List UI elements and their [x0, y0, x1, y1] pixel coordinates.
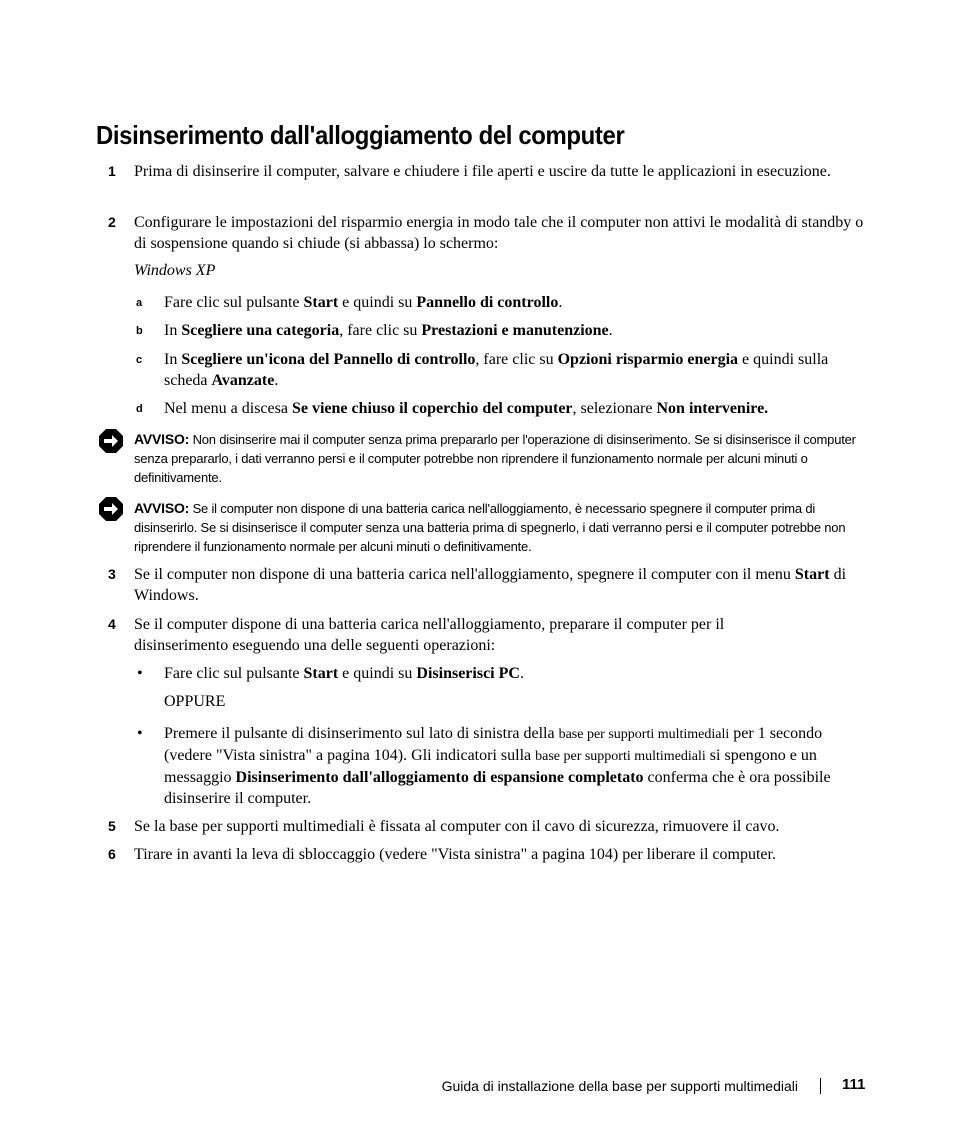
page-title: Disinserimento dall'alloggiamento del computer [96, 120, 625, 150]
or-text: OPPURE [164, 693, 226, 710]
notice-label: AVVISO: [134, 500, 190, 516]
step-number: 2 [108, 214, 116, 230]
notice-text: AVVISO: Non disinserire mai il computer senza prima prepararlo per l'operazione di disinserimento. Se si disinserisce il computer senza prepararlo, i dati verranno persi e il computer potrebbe non riprendere il funzionamento normale per alcuni minuti o definitivamente. [134, 431, 856, 485]
step-number: 3 [108, 566, 116, 582]
step-text: Se la base per supporti multimediali è fissata al computer con il cavo di sicurezza, rimuovere il cavo. [134, 818, 780, 835]
page-number: 111 [842, 1076, 866, 1093]
step-number: 4 [108, 616, 116, 632]
substep-a: Fare clic sul pulsante Start e quindi su Pannello di controllo. [164, 294, 563, 311]
substep-d: Nel menu a discesa Se viene chiuso il coperchio del computer, selezionare Non intervenire. [164, 400, 769, 417]
notice-label: AVVISO: [134, 431, 190, 447]
step-text: Se il computer dispone di una batteria carica nell'alloggiamento, preparare il computer per il disinserimento eseguendo una delle seguenti operazioni: [134, 616, 725, 654]
step-text: Tirare in avanti la leva di sbloccaggio (vedere "Vista sinistra" a pagina 104) per liberare il computer. [134, 846, 776, 863]
notice-text: AVVISO: Se il computer non dispone di una batteria carica nell'alloggiamento, è necessario spegnere il computer prima di disinserirlo. Se si disinserisce il computer senza una batteria prima di spegnerlo, i dati verranno persi e il computer potrebbe non riprendere il funzionamento normale per alcuni minuti o definitivamente. [134, 500, 846, 554]
step-number: 6 [108, 846, 116, 862]
os-label: Windows XP [134, 262, 216, 279]
notice-icon [98, 496, 124, 522]
substep-letter: b [136, 325, 143, 337]
substep-letter: c [136, 354, 143, 366]
step-number: 5 [108, 818, 116, 834]
step-text: Se il computer non dispone di una batteria carica nell'alloggiamento, spegnere il computer con il menu Start di Windows. [134, 566, 847, 604]
footer-divider [820, 1078, 821, 1094]
substep-b: In Scegliere una categoria, fare clic su Prestazioni e manutenzione. [164, 322, 613, 339]
bullet-item-1: Fare clic sul pulsante Start e quindi su Disinserisci PC. [164, 665, 524, 682]
notice-icon [98, 428, 124, 454]
step-text: Prima di disinserire il computer, salvare e chiudere i file aperti e uscire da tutte le applicazioni in esecuzione. [134, 163, 831, 180]
bullet-item-2: Premere il pulsante di disinserimento sul lato di sinistra della base per supporti multimediali per 1 secondo (vedere "Vista sinistra" a pagina 104). Gli indicatori sulla base per supporti multimediali si spengono e un messaggio Disinserimento dall'alloggiamento di espansione completato conferma che è ora possibile disinserire il computer. [164, 725, 831, 807]
step-text: Configurare le impostazioni del risparmio energia in modo tale che il computer non attivi le modalità di standby o di sospensione quando si chiude (si abbassa) lo schermo: [134, 214, 864, 252]
footer-title: Guida di installazione della base per supporti multimediali [441, 1078, 798, 1094]
substep-c: In Scegliere un'icona del Pannello di controllo, fare clic su Opzioni risparmio energia e quindi sulla scheda Avanzate. [164, 351, 829, 389]
step-number: 1 [108, 163, 116, 179]
bullet-marker: • [137, 665, 143, 682]
bullet-marker: • [137, 725, 143, 742]
substep-letter: a [136, 297, 143, 309]
substep-letter: d [136, 403, 143, 415]
